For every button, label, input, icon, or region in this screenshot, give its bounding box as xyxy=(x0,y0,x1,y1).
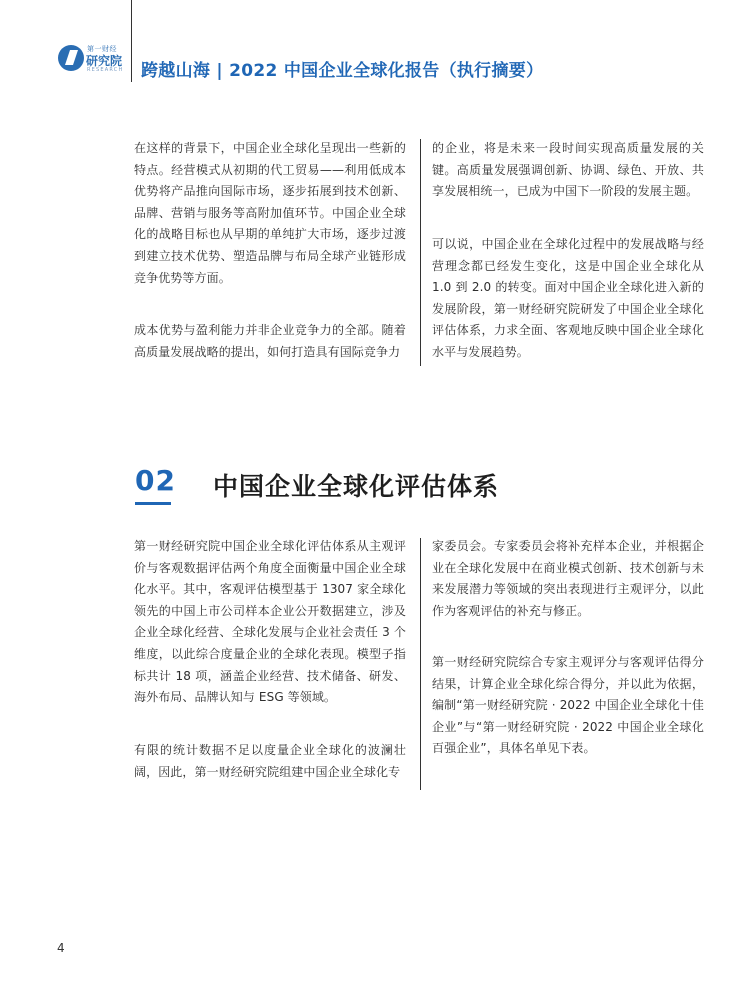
paragraph: 的企业，将是未来一段时间实现高质量发展的关键。高质量发展强调创新、协调、绿色、开放、共享发展相统一，已成为中国下一阶段的发展主题。 xyxy=(432,141,704,199)
page-number: 4 xyxy=(57,941,65,955)
section-title: 中国企业全球化评估体系 xyxy=(213,472,500,501)
header-vertical-rule xyxy=(131,0,132,82)
logo-en-text: RESEARCH xyxy=(87,67,124,73)
paragraph: 第一财经研究院中国企业全球化评估体系从主观评价与客观数据评估两个角度全面衡量中国企业全球化水平。其中，客观评估模型基于 1307 家全球化领先的中国上市公司样本企业公开数据建立，涉及企业全球化经营、全球化发展与企业社会责任 3 个维度，以此综合度量企业的全球化表现。模型子指标共计 18 项，涵盖企业经营、技术储备、研发、海外布局、品牌认知与 ESG 等领域。 xyxy=(134,539,406,705)
paragraph: 成本优势与盈利能力并非企业竞争力的全部。随着高质量发展战略的提出，如何打造具有国际竞争力 xyxy=(134,323,406,359)
logo-main-text: 研究院 xyxy=(86,54,123,68)
column-divider xyxy=(420,538,421,790)
paragraph: 在这样的背景下，中国企业全球化呈现出一些新的特点。经营模式从初期的代工贸易——利用低成本优势将产品推向国际市场，逐步拓展到技术创新、品牌、营销与服务等高附加值环节。中国企业全球化的战略目标也从早期的单纯扩大市场，逐步过渡到建立技术优势、塑造品牌与布局全球产业链形成竞争优势等方面。 xyxy=(134,141,406,285)
section-number: 02 xyxy=(135,464,176,497)
paragraph: 家委员会。专家委员会将补充样本企业，并根据企业在全球化发展中在商业模式创新、技术创新与未来发展潜力等领域的突出表现进行主观评分，以此作为客观评估的补充与修正。 xyxy=(432,539,704,618)
section-number-underline xyxy=(135,502,171,505)
paragraph: 第一财经研究院综合专家主观评分与客观评估得分结果，计算企业全球化综合得分，并以此为依据，编制“第一财经研究院 · 2022 中国企业全球化十佳企业”与“第一财经研究院 · 2022 中国企业全球化百强企业”，具体名单见下表。 xyxy=(432,655,704,756)
paragraph: 有限的统计数据不足以度量企业全球化的波澜壮阔，因此，第一财经研究院组建中国企业全球化专 xyxy=(134,743,406,779)
header-title: 跨越山海 | 2022 中国企业全球化报告（执行摘要） xyxy=(141,61,544,81)
paragraph: 可以说，中国企业在全球化过程中的发展战略与经营理念都已经发生变化，这是中国企业全球化从 1.0 到 2.0 的转变。面对中国企业全球化进入新的发展阶段，第一财经研究院研发了中国企业全球化评估体系，力求全面、客观地反映中国企业全球化水平与发展趋势。 xyxy=(432,237,704,359)
logo-small-text: 第一财经 xyxy=(87,45,117,53)
logo xyxy=(57,43,127,75)
logo-mark-icon xyxy=(57,43,85,73)
column-divider xyxy=(420,139,421,366)
